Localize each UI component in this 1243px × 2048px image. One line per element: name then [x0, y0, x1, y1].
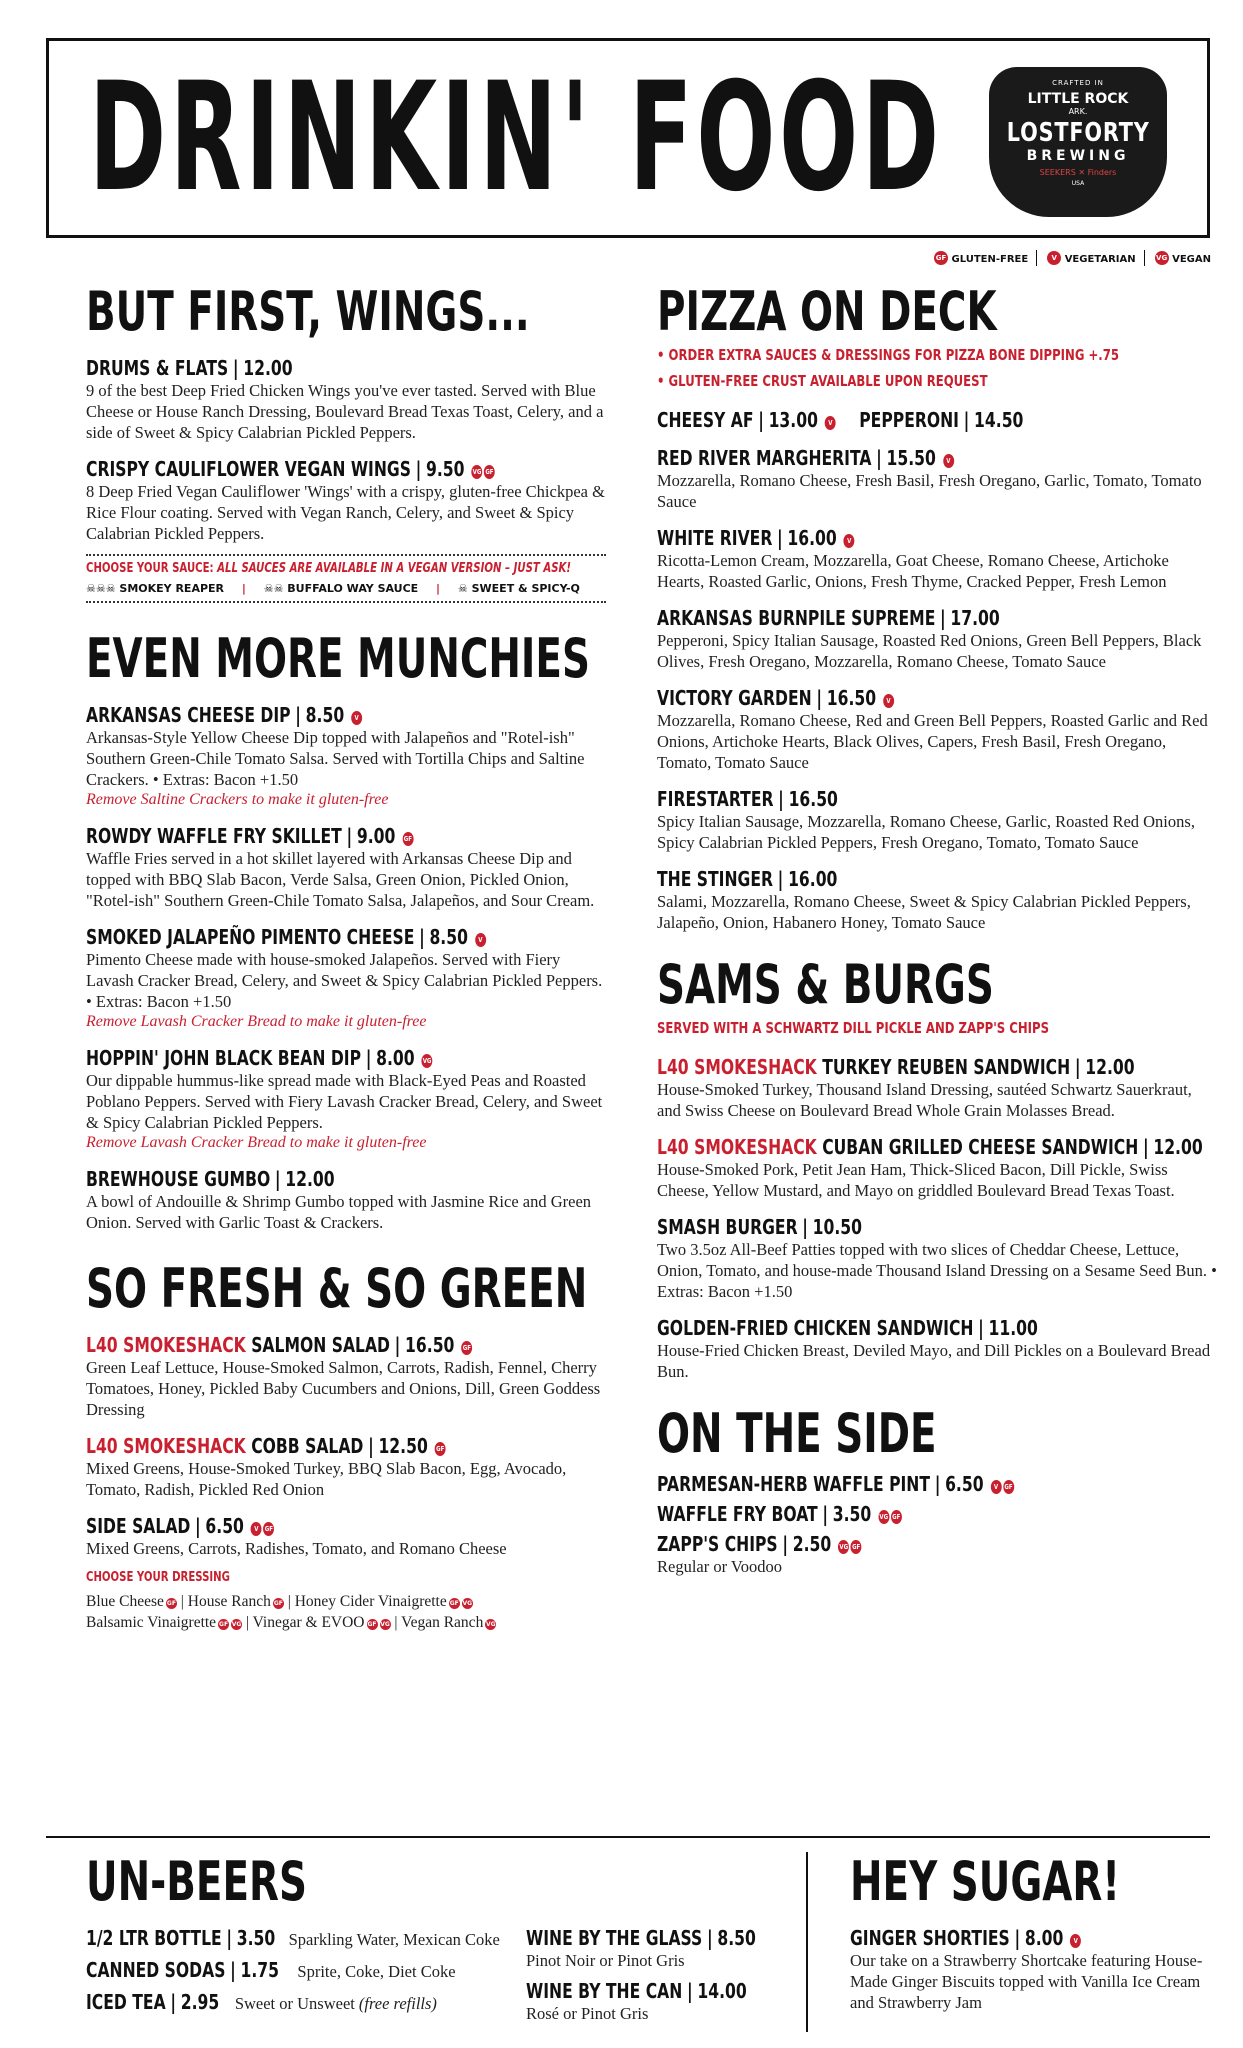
left-column [86, 282, 606, 1633]
sams-subtitle: SERVED WITH A SCHWARTZ DILL PICKLE AND ZAPP'S CHIPS [657, 1019, 1050, 1037]
legend-vegetarian: V VEGETARIAN [1045, 251, 1135, 265]
v-icon: V [1047, 251, 1061, 265]
menu-item: L40 SMOKESHACK CUBAN GRILLED CHEESE SANDWICH | 12.00 House-Smoked Pork, Petit Jean Ham, Thick-Sliced Bacon, Dill Pickle, Swiss Cheese, Yellow Mustard, and Mayo on griddled Boulevard Bread Texas Toast. [657, 1135, 1203, 1200]
v-icon: V [351, 711, 362, 725]
menu-item: ARKANSAS CHEESE DIP | 8.50 V Arkansas-Style Yellow Cheese Dip topped with Jalapeños and "Rotel-ish" Southern Green-Chile Tomato Salsa. Served with Tortilla Chips and Saltine Crackers. • Extras: Bacon +1.50 Remove Saltine Crackers to make it gluten-free [86, 703, 585, 808]
sauce-list: ☠☠☠ SMOKEY REAPER | ☠☠ BUFFALO WAY SAUCE | ☠ SWEET & SPICY-Q [86, 582, 580, 595]
section-divider [806, 1852, 808, 2032]
unbeers-section [86, 1852, 786, 2024]
section-title-munchies: EVEN MORE MUNCHIES [86, 627, 590, 690]
menu-item: WINE BY THE CAN | 14.00 Rosé or Pinot Gris [526, 1979, 747, 2023]
menu-item: L40 SMOKESHACK TURKEY REUBEN SANDWICH | 12.00 House-Smoked Turkey, Thousand Island Dressing, sautéed Schwartz Sauerkraut, and Swiss Cheese on Boulevard Bread Whole Grain Molasses Bread. [657, 1055, 1192, 1120]
vg-icon: VG [878, 1510, 889, 1524]
menu-item: FIRESTARTER | 16.50 Spicy Italian Sausage, Mozzarella, Romano Cheese, Garlic, Roasted Red Onions, Spicy Calabrian Pickled Peppers, Fresh Oregano, Tomato, Tomato Sauce [657, 787, 1195, 852]
gf-icon: GF [166, 1600, 176, 1607]
gf-icon: GF [449, 1600, 459, 1607]
menu-item: WINE BY THE GLASS | 8.50 Pinot Noir or Pinot Gris [526, 1926, 756, 1970]
menu-item: SMASH BURGER | 10.50 Two 3.5oz All-Beef Patties topped with two slices of Cheddar Cheese, Lettuce, Onion, Tomato, and house-made Thousand Island Dressing on a Sesame Seed Bun. • Extras: Bacon +1.50 [657, 1215, 1217, 1301]
menu-item: CHEESY AF | 13.00 V PEPPERONI | 14.50 [657, 408, 1024, 432]
menu-item: L40 SMOKESHACK SALMON SALAD | 16.50 GF Green Leaf Lettuce, House-Smoked Salmon, Carrots, Radish, Fennel, Cherry Tomatoes, Honey, Pickled Baby Cucumbers and Onions, Dill, Green Goddess Dressing [86, 1333, 601, 1419]
gf-icon: GF [367, 1621, 377, 1628]
vg-icon: VG [422, 1054, 433, 1068]
v-icon: V [1070, 1934, 1081, 1948]
right-column [657, 282, 1217, 1577]
vg-icon: VG [1155, 251, 1169, 265]
legend-divider [1144, 250, 1145, 266]
v-icon: V [475, 933, 486, 947]
menu-item: CANNED SODAS | 1.75 Sprite, Coke, Diet Coke [86, 1958, 456, 1982]
gf-icon: GF [461, 1341, 472, 1355]
sauce-item: ☠☠☠ SMOKEY REAPER [86, 582, 225, 595]
menu-item: THE STINGER | 16.00 Salami, Mozzarella, Romano Cheese, Sweet & Spicy Calabrian Pickled Peppers, Jalapeño, Onion, Habanero Honey, Tomato Sauce [657, 867, 1191, 932]
section-title-sams: SAMS & BURGS [657, 953, 994, 1016]
sauce-item: ☠☠ BUFFALO WAY SAUCE [263, 582, 419, 595]
v-icon: V [943, 454, 954, 468]
gf-icon: GF [891, 1510, 902, 1524]
menu-item: ARKANSAS BURNPILE SUPREME | 17.00 Pepperoni, Spicy Italian Sausage, Roasted Red Onions, Green Bell Peppers, Black Olives, Fresh Oregano, Mozzarella, Romano Cheese, Tomato Sauce [657, 606, 1202, 671]
gf-icon: GF [851, 1540, 862, 1554]
menu-item: CRISPY CAULIFLOWER VEGAN WINGS | 9.50 VG GF 8 Deep Fried Vegan Cauliflower 'Wings' with a crispy, gluten-free Chickpea & Rice Flour coating. Served with Vegan Ranch, Celery, and Sweet & Spicy Calabrian Pickled Peppers. [86, 457, 605, 543]
gf-icon: GF [402, 832, 413, 846]
menu-item: L40 SMOKESHACK COBB SALAD | 12.50 GF Mixed Greens, House-Smoked Turkey, BBQ Slab Bacon, Egg, Avocado, Tomato, Radish, Pickled Red Onion [86, 1434, 567, 1499]
page-title: DRINKIN' FOOD [89, 51, 943, 225]
sugar-section [850, 1852, 1210, 2013]
section-title-unbeers: UN-BEERS [86, 1850, 307, 1913]
menu-item: GINGER SHORTIES | 8.00 V Our take on a Strawberry Shortcake featuring House-Made Ginger Biscuits topped with Vanilla Ice Cream and Strawberry Jam [850, 1926, 1203, 2012]
title-box [46, 38, 1210, 238]
section-title-side: ON THE SIDE [657, 1402, 937, 1465]
menu-item: BREWHOUSE GUMBO | 12.00 A bowl of Andouille & Shrimp Gumbo topped with Jasmine Rice and Green Onion. Served with Garlic Toast & Crackers. [86, 1167, 592, 1232]
gf-icon: GF [934, 251, 948, 265]
dressing-label: CHOOSE YOUR DRESSING [86, 1570, 230, 1585]
pizza-note: • ORDER EXTRA SAUCES & DRESSINGS FOR PIZZA BONE DIPPING +.75 [657, 346, 1120, 364]
gf-icon: GF [435, 1442, 446, 1456]
menu-item: DRUMS & FLATS | 12.00 9 of the best Deep Fried Chicken Wings you've ever tasted. Served with Blue Cheese or House Ranch Dressing, Boulevard Bread Texas Toast, Celery, and a side of Sweet & Spicy Calabrian Pickled Peppers. [86, 356, 604, 442]
v-icon: V [825, 416, 836, 430]
sauce-item: ☠ SWEET & SPICY-Q [457, 582, 580, 595]
legend-divider [1036, 250, 1037, 266]
menu-item: 1/2 LTR BOTTLE | 3.50 Sparkling Water, Mexican Coke [86, 1926, 500, 1950]
diet-legend [932, 250, 1211, 266]
section-title-wings: BUT FIRST, WINGS... [86, 280, 530, 343]
vg-icon: VG [380, 1621, 390, 1628]
section-title-pizza: PIZZA ON DECK [657, 280, 997, 343]
gf-icon: GF [263, 1522, 274, 1536]
divider [86, 601, 606, 603]
menu-item: ICED TEA | 2.95 Sweet or Unsweet (free refills) [86, 1990, 437, 2014]
vg-icon: VG [486, 1621, 496, 1628]
gf-icon: GF [1003, 1480, 1014, 1494]
menu-item: ZAPP'S CHIPS | 2.50 VG GF Regular or Voodoo [657, 1532, 861, 1576]
gf-icon: GF [273, 1600, 283, 1607]
pizza-note: • GLUTEN-FREE CRUST AVAILABLE UPON REQUEST [657, 372, 988, 390]
menu-item: ROWDY WAFFLE FRY SKILLET | 9.00 GF Waffle Fries served in a hot skillet layered with Arkansas Cheese Dip and topped with BBQ Slab Bacon, Verde Salsa, Green Onion, Pickled Onion, "Rotel-ish" Southern Green-Chile Tomato Salsa, Jalapeños, and Sour Cream. [86, 824, 595, 910]
menu-item: SIDE SALAD | 6.50 V GF Mixed Greens, Carrots, Radishes, Tomato, and Romano Cheese [86, 1514, 507, 1558]
vg-icon: VG [838, 1540, 849, 1554]
brewery-logo: CRAFTED IN LITTLE ROCK ARK. LOSTFORTY BREWING SEEKERS ✕ Finders USA [989, 67, 1167, 217]
menu-item: HOPPIN' JOHN BLACK BEAN DIP | 8.00 VG Our dippable hummus-like spread made with Black-Eyed Peas and Roasted Poblano Peppers. Served with Fiery Lavash Cracker Bread, Celery, and Sweet & Spicy Calabrian Pickled Peppers. Remove Lavash Cracker Bread to make it gluten-free [86, 1046, 603, 1151]
menu-item: GOLDEN-FRIED CHICKEN SANDWICH | 11.00 House-Fried Chicken Breast, Deviled Mayo, and Dill Pickles on a Boulevard Bread Bun. [657, 1316, 1211, 1381]
gf-icon: GF [484, 465, 495, 479]
vg-icon: VG [462, 1600, 473, 1607]
menu-item: SMOKED JALAPEÑO PIMENTO CHEESE | 8.50 V Pimento Cheese made with house-smoked Jalapeños. Served with Fiery Lavash Cracker Bread, Celery, and Sweet & Spicy Calabrian Pickled Peppers. • Extras: Bacon +1.50 Remove Lavash Cracker Bread to make it gluten-free [86, 925, 603, 1030]
v-icon: V [883, 694, 894, 708]
menu-item: WHITE RIVER | 16.00 V Ricotta-Lemon Cream, Mozzarella, Goat Cheese, Romano Cheese, Artichoke Hearts, Roasted Garlic, Onions, Fresh Thyme, Cracked Pepper, Fresh Lemon [657, 526, 1169, 591]
section-title-sugar: HEY SUGAR! [850, 1850, 1121, 1913]
gf-icon: GF [219, 1621, 229, 1628]
v-icon: V [991, 1480, 1002, 1494]
dressing-list: Blue Cheese GF | House Ranch GF | Honey Cider Vinaigrette GF VG Balsamic Vinaigrette GF VG | Vinegar & EVOO GF VG | Vegan Ranch VG [86, 1593, 496, 1631]
menu-item: RED RIVER MARGHERITA | 15.50 V Mozzarella, Romano Cheese, Fresh Basil, Fresh Oregano, Garlic, Tomato, Tomato Sauce [657, 446, 1202, 511]
legend-vegan: VG VEGAN [1153, 251, 1211, 265]
section-divider [46, 1836, 1210, 1838]
menu-item: PARMESAN-HERB WAFFLE PINT | 6.50 V GF [657, 1472, 1013, 1496]
vg-icon: VG [471, 465, 482, 479]
vg-icon: VG [231, 1621, 242, 1628]
menu-item: VICTORY GARDEN | 16.50 V Mozzarella, Romano Cheese, Red and Green Bell Peppers, Roasted Garlic and Red Onions, Artichoke Hearts, Black Olives, Capers, Fresh Basil, Fresh Oregano, Tomato, Tomato Sauce [657, 686, 1208, 772]
menu-item: WAFFLE FRY BOAT | 3.50 VG GF [657, 1502, 901, 1526]
section-title-green: SO FRESH & SO GREEN [86, 1257, 588, 1320]
v-icon: V [251, 1522, 262, 1536]
sauce-note: CHOOSE YOUR SAUCE: ALL SAUCES ARE AVAILABLE IN A VEGAN VERSION – JUST ASK! [86, 561, 571, 576]
v-icon: V [844, 534, 855, 548]
legend-gluten-free: GF GLUTEN-FREE [932, 251, 1028, 265]
